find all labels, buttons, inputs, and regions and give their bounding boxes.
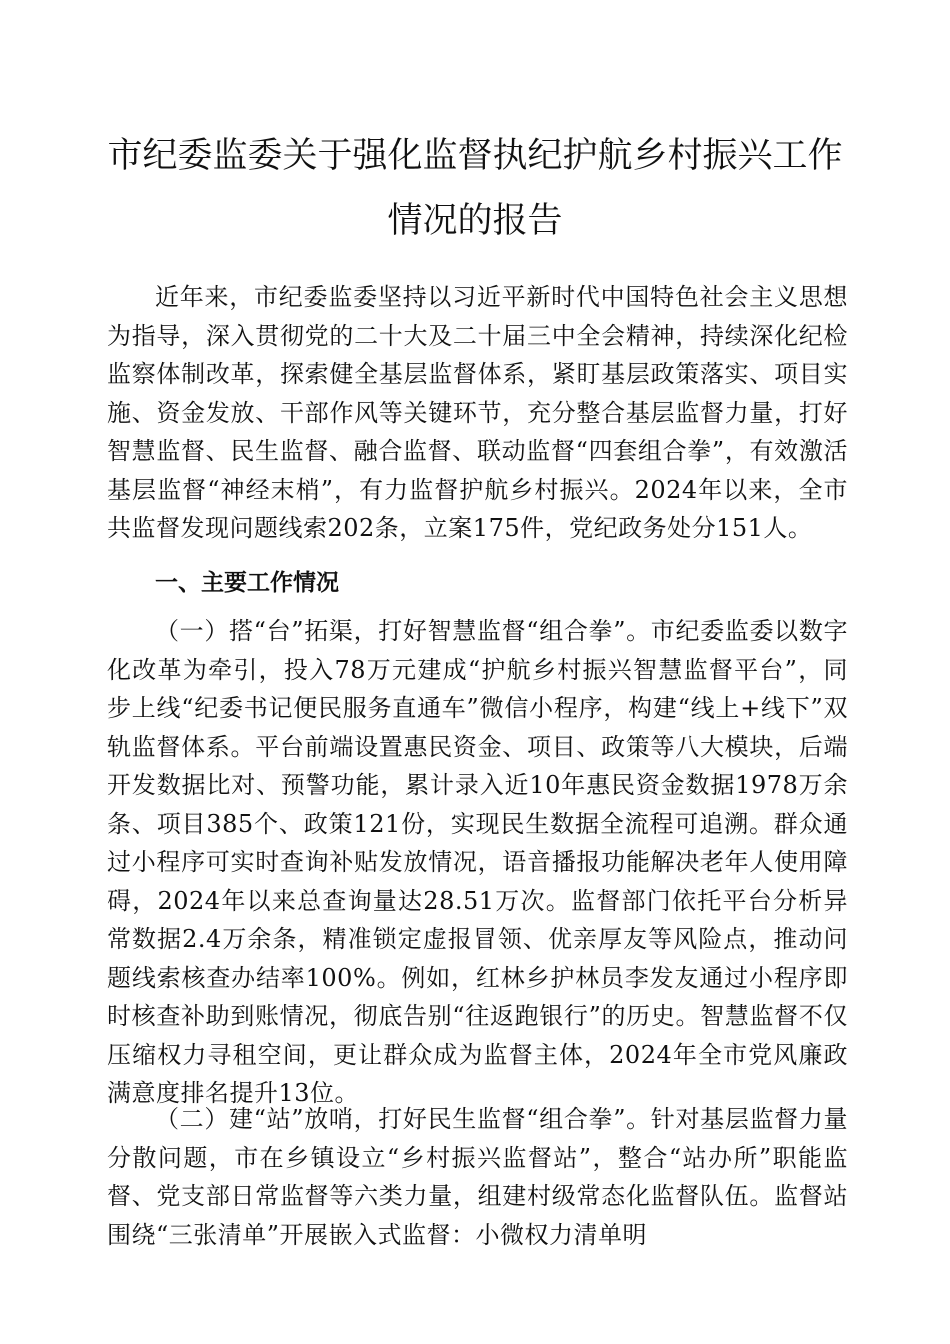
paragraph-livelihood-supervision: （二）建“站”放哨，打好民生监督“组合拳”。针对基层监督力量分散问题，市在乡镇设立“乡村振兴监督站”，整合“站办所”职能监督、党支部日常监督等六类力量，组建村级常态化监督队伍。监督站围绕“三张清单”开展嵌入式监督：小微权力清单明 [107,1105,848,1249]
document-title-line-1: 市纪委监委关于强化监督执纪护航乡村振兴工作 [107,136,843,176]
document-title-line-2: 情况的报告 [387,201,563,241]
intro-paragraph: 近年来，市纪委监委坚持以习近平新时代中国特色社会主义思想为指导，深入贯彻党的二十大及二十届三中全会精神，持续深化纪检监察体制改革，探索健全基层监督体系，紧盯基层政策落实、项目实施、资金发放、干部作风等关键环节，充分整合基层监督力量，打好智慧监督、民生监督、融合监督、联动监督“四套组合拳”，有效激活基层监督“神经末梢”，有力监督护航乡村振兴。2024年以来，全市共监督发现问题线索202条，立案175件，党纪政务处分151人。 [107,283,848,542]
section-heading: 一、主要工作情况 [155,570,339,596]
paragraph-smart-supervision: （一）搭“台”拓渠，打好智慧监督“组合拳”。市纪委监委以数字化改革为牵引，投入78万元建成“护航乡村振兴智慧监督平台”，同步上线“纪委书记便民服务直通车”微信小程序，构建“线上+线下”双轨监督体系。平台前端设置惠民资金、项目、政策等八大模块，后端开发数据比对、预警功能，累计录入近10年惠民资金数据1978万余条、项目385个、政策121份，实现民生数据全流程可追溯。群众通过小程序可实时查询补贴发放情况，语音播报功能解决老年人使用障碍，2024年以来总查询量达28.51万次。监督部门依托平台分析异常数据2.4万余条，精准锁定虚报冒领、优亲厚友等风险点，推动问题线索核查办结率100%。例如，红林乡护林员李发友通过小程序即时核查补助到账情况，彻底告别“往返跑银行”的历史。智慧监督不仅压缩权力寻租空间，更让群众成为监督主体，2024年全市党风廉政满意度排名提升13位。 [107,617,848,1107]
